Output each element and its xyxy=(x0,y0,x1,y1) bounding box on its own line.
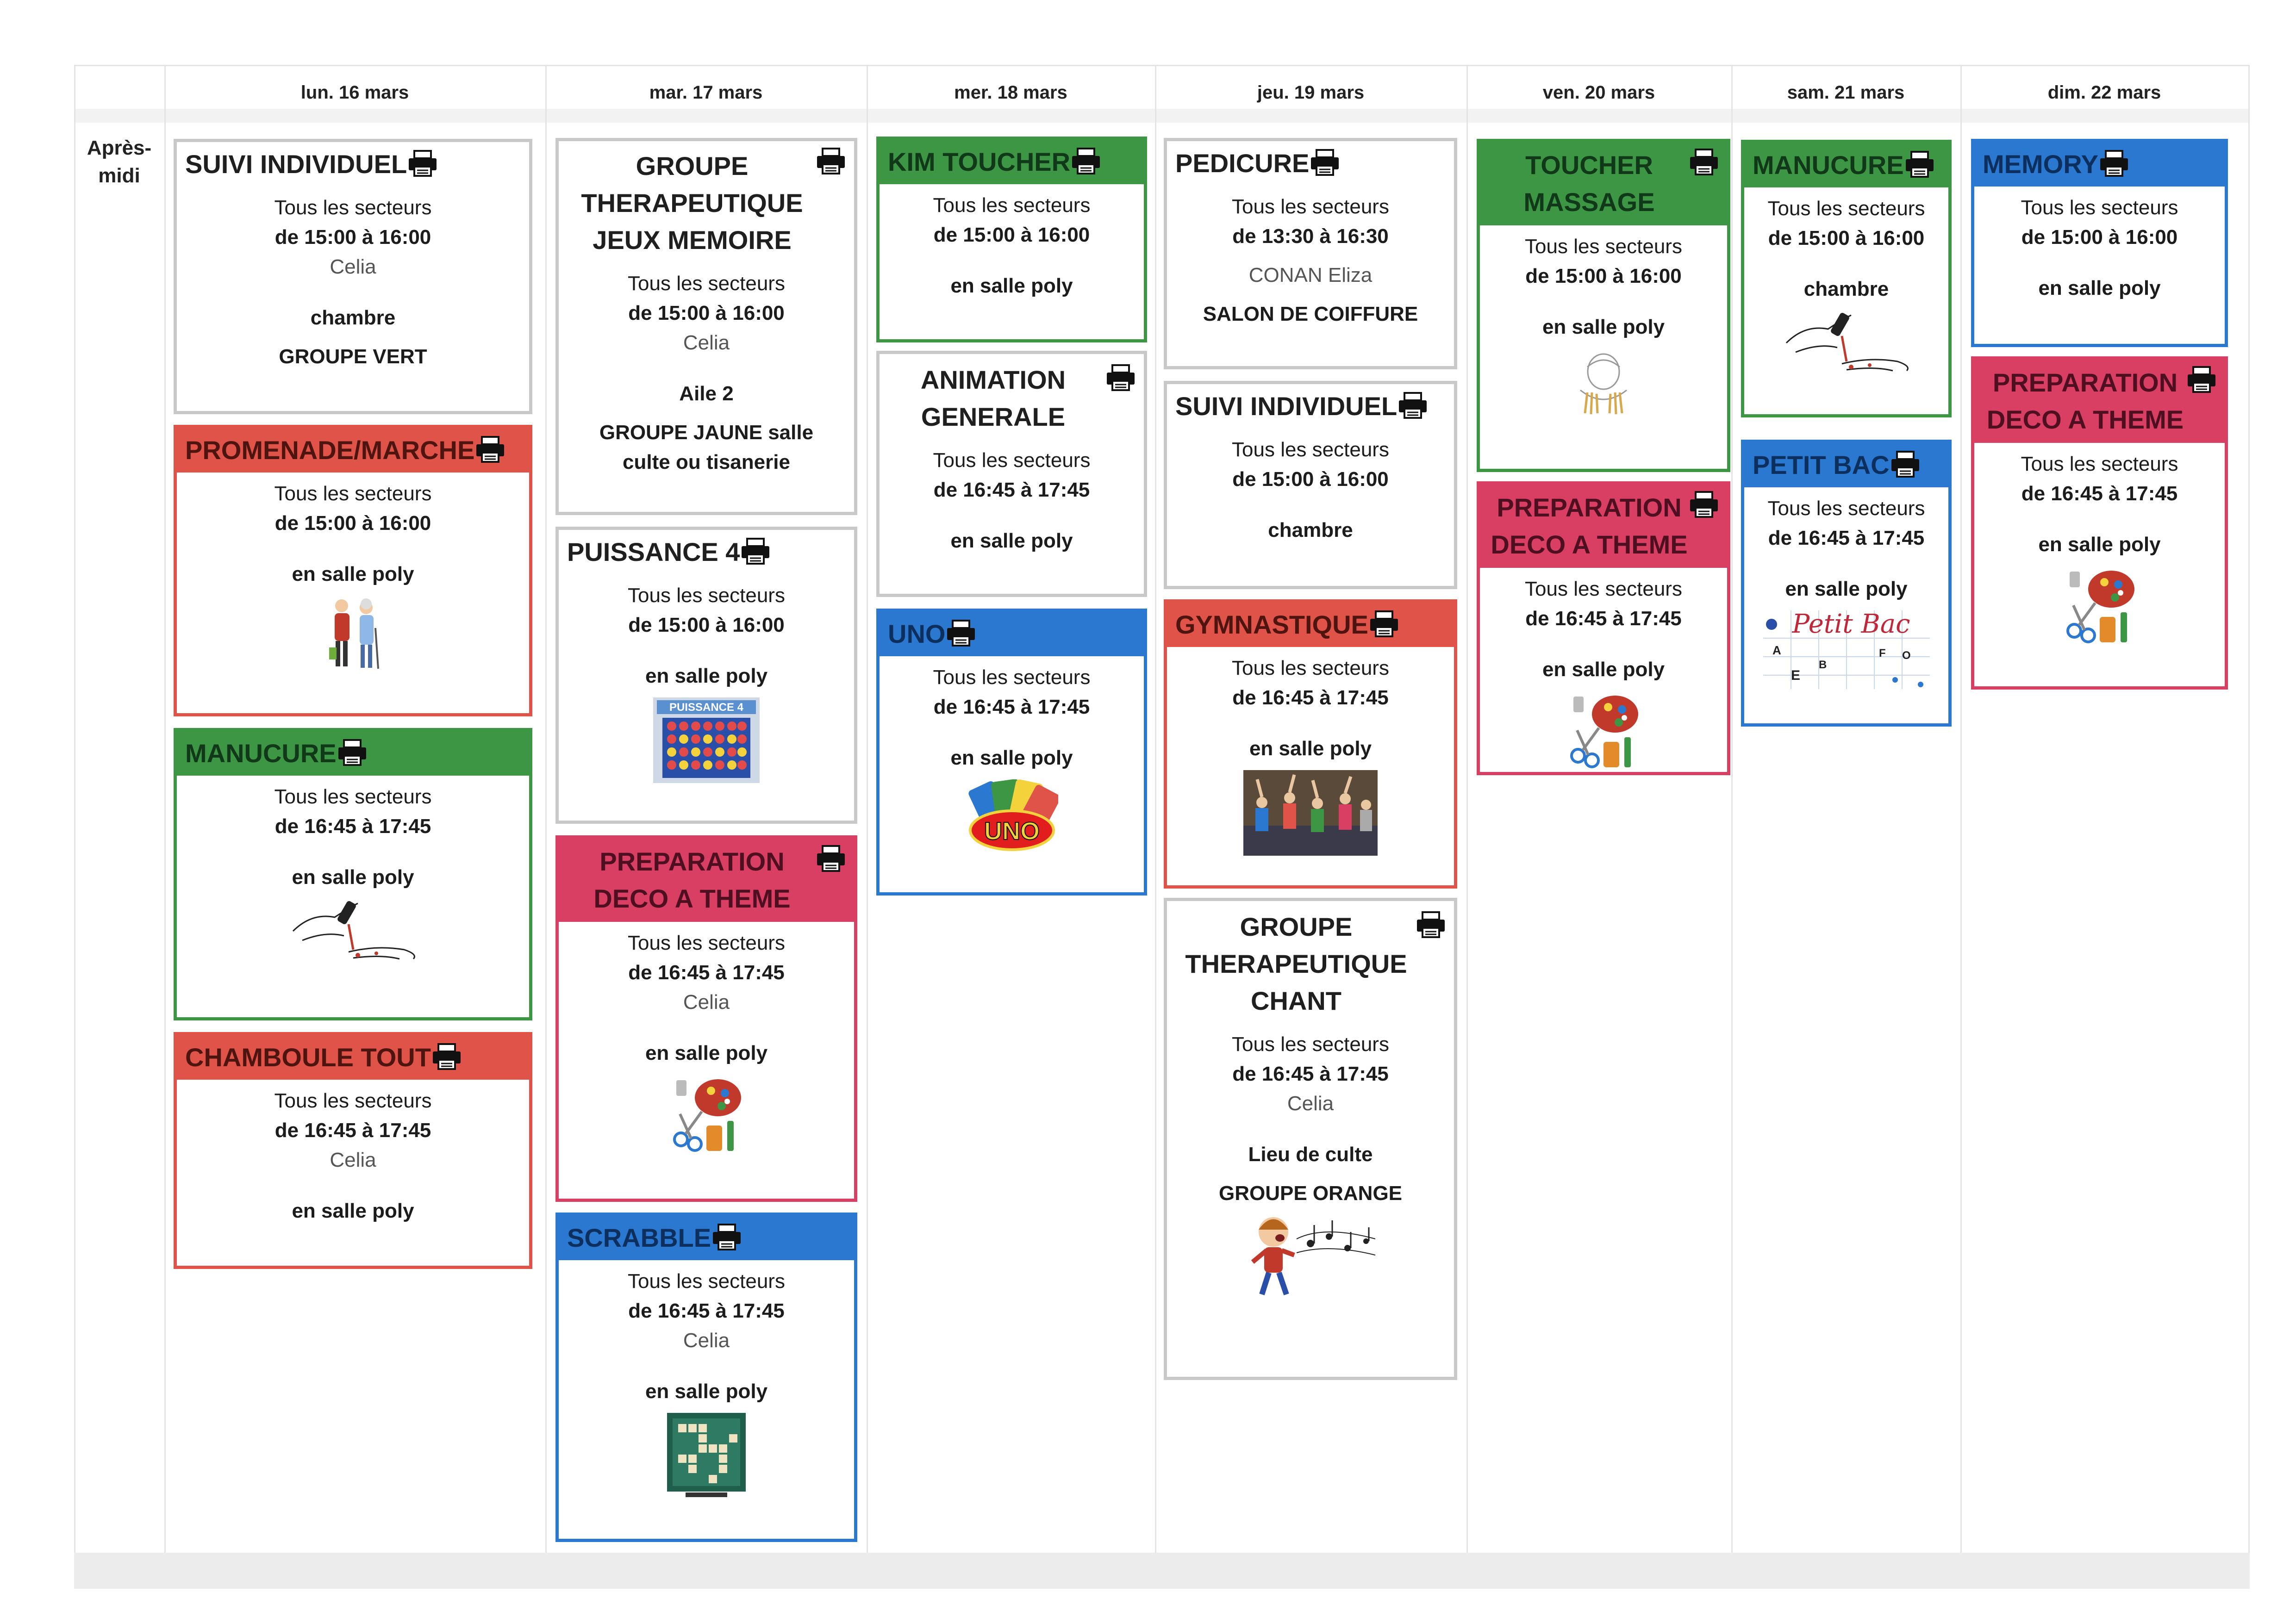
activity-card-animation-generale[interactable] xyxy=(876,351,1147,597)
sectors-text: Tous les secteurs xyxy=(1232,657,1389,679)
animator-name: Celia xyxy=(1287,1092,1334,1115)
activity-card-gymnastique[interactable] xyxy=(1164,599,1457,889)
activity-title xyxy=(1480,485,1727,568)
svg-text:E: E xyxy=(1791,668,1800,683)
gym-class-photo-icon xyxy=(1243,770,1378,856)
time-range: de 15:00 à 16:00 xyxy=(1525,265,1682,287)
activity-title xyxy=(880,354,1144,439)
sectors-text: Tous les secteurs xyxy=(2021,196,2178,219)
day-header: mar. 17 mars xyxy=(649,82,763,103)
sectors-text: Tous les secteurs xyxy=(628,1270,785,1293)
animator-name: Celia xyxy=(330,255,376,278)
activity-card-pedicure[interactable] xyxy=(1164,138,1457,369)
time-range: de 16:45 à 17:45 xyxy=(275,1119,431,1142)
activity-title-text: PETIT BAC xyxy=(1753,450,1890,479)
activity-card-uno[interactable] xyxy=(876,609,1147,895)
sectors-text: Tous les secteurs xyxy=(628,584,785,607)
activity-title-text: PROMENADE/MARCHE xyxy=(185,435,475,465)
printer-icon xyxy=(1071,148,1101,174)
printer-icon xyxy=(946,620,976,647)
grid-line xyxy=(1155,65,1156,1553)
massage-hands-icon xyxy=(1569,348,1638,418)
activity-card-manucure[interactable] xyxy=(174,728,532,1020)
printer-icon xyxy=(816,845,846,872)
nail-polish-hand-icon xyxy=(1777,311,1916,375)
sectors-text: Tous les secteurs xyxy=(1525,235,1682,258)
printer-icon xyxy=(1416,911,1446,938)
time-range: de 16:45 à 17:45 xyxy=(1768,527,1925,549)
activity-card-suivi-individuel[interactable] xyxy=(1164,381,1457,589)
activity-card-promenade[interactable] xyxy=(174,425,532,716)
animator-name: Celia xyxy=(683,991,730,1014)
printer-icon xyxy=(741,538,770,565)
activity-title-text: KIM TOUCHER xyxy=(888,147,1071,176)
period-label: Après-midi xyxy=(87,137,152,187)
location-text: en salle poly xyxy=(1785,578,1908,600)
location-text: en salle poly xyxy=(950,746,1073,769)
activity-card-memory[interactable] xyxy=(1971,139,2228,347)
time-range: de 15:00 à 16:00 xyxy=(2021,226,2178,249)
location-text: chambre xyxy=(310,306,396,329)
activity-title xyxy=(1167,141,1454,186)
location-text: en salle poly xyxy=(292,563,414,585)
activity-title-text: GYMNASTIQUE xyxy=(1175,610,1368,639)
time-range: de 15:00 à 16:00 xyxy=(275,226,431,249)
sectors-text: Tous les secteurs xyxy=(628,272,785,295)
grid-line xyxy=(1960,65,1962,1553)
grid-line xyxy=(1731,65,1733,1553)
activity-title-line: PREPARATION xyxy=(1992,368,2178,397)
sectors-text: Tous les secteurs xyxy=(628,932,785,954)
sectors-text: Tous les secteurs xyxy=(1767,197,1925,220)
scrabble-board-icon xyxy=(667,1413,746,1499)
sectors-text: Tous les secteurs xyxy=(1767,497,1925,520)
printer-icon xyxy=(408,150,437,177)
craft-supplies-icon xyxy=(2060,566,2139,647)
printer-icon xyxy=(1905,151,1934,178)
activity-title-line: DECO A THEME xyxy=(1491,530,1688,559)
svg-text:O: O xyxy=(1902,649,1911,662)
printer-icon xyxy=(1689,491,1719,518)
animator-name: Celia xyxy=(683,1329,730,1352)
time-range: de 15:00 à 16:00 xyxy=(275,512,431,535)
activity-title-text: CHAMBOULE TOUT xyxy=(185,1043,431,1072)
activity-title xyxy=(177,428,529,473)
weekly-schedule xyxy=(74,65,2250,1573)
activity-title-line: GROUPE xyxy=(1240,912,1353,941)
footer-band xyxy=(74,1553,2250,1589)
sectors-text: Tous les secteurs xyxy=(274,785,432,808)
activity-card-groupe-therapeutique-chant[interactable] xyxy=(1164,898,1457,1380)
day-header: jeu. 19 mars xyxy=(1257,82,1365,103)
uno-cards-icon xyxy=(966,779,1058,853)
activity-title xyxy=(559,839,854,922)
location-text: Aile 2 xyxy=(679,382,734,405)
activity-title xyxy=(880,140,1144,184)
svg-text:B: B xyxy=(1818,659,1827,671)
activity-title xyxy=(880,612,1144,656)
printer-icon xyxy=(475,436,505,463)
location-text: en salle poly xyxy=(292,866,414,889)
activity-title xyxy=(1744,143,1948,187)
time-range: de 15:00 à 16:00 xyxy=(1232,468,1389,491)
activity-title xyxy=(559,530,854,574)
sectors-text: Tous les secteurs xyxy=(933,449,1091,472)
grid-line xyxy=(867,65,868,1553)
location-text: en salle poly xyxy=(2038,533,2161,556)
time-range: de 16:45 à 17:45 xyxy=(933,479,1090,501)
activity-card-preparation-deco[interactable] xyxy=(1477,481,1730,775)
sectors-text: Tous les secteurs xyxy=(933,194,1091,217)
activity-title xyxy=(559,1216,854,1260)
time-range: de 16:45 à 17:45 xyxy=(933,696,1090,718)
printer-icon xyxy=(1890,451,1920,478)
printer-icon xyxy=(2187,366,2216,393)
activity-title-line: MASSAGE xyxy=(1523,187,1655,217)
craft-supplies-icon xyxy=(1564,691,1643,772)
activity-title xyxy=(177,731,529,776)
activity-title xyxy=(1744,443,1948,487)
activity-title-line: DECO A THEME xyxy=(1986,405,2184,434)
time-range: de 16:45 à 17:45 xyxy=(1525,607,1682,630)
activity-card-chamboule-tout[interactable] xyxy=(174,1032,532,1269)
location-text: chambre xyxy=(1803,278,1889,300)
location-text: en salle poly xyxy=(645,1042,768,1064)
sectors-text: Tous les secteurs xyxy=(1232,1033,1389,1056)
location-text: Lieu de culte xyxy=(1248,1143,1373,1166)
activity-title xyxy=(559,141,854,262)
activity-title-line: PREPARATION xyxy=(1497,493,1682,522)
time-range: de 15:00 à 16:00 xyxy=(1768,227,1925,249)
activity-title-line: PREPARATION xyxy=(599,847,785,876)
time-range: de 16:45 à 17:45 xyxy=(628,961,785,984)
location-text: en salle poly xyxy=(1542,316,1665,338)
activity-title xyxy=(1167,603,1454,647)
day-header: lun. 16 mars xyxy=(300,82,409,103)
activity-title-line: TOUCHER xyxy=(1525,150,1653,180)
day-header: mer. 18 mars xyxy=(954,82,1067,103)
day-header: ven. 20 mars xyxy=(1542,82,1655,103)
activity-card-kim-toucher[interactable] xyxy=(876,137,1147,342)
time-range: de 16:45 à 17:45 xyxy=(1232,686,1389,709)
grid-line xyxy=(1466,65,1468,1553)
sectors-text: Tous les secteurs xyxy=(274,1089,432,1112)
activity-card-suivi-individuel[interactable] xyxy=(174,139,532,414)
printer-icon xyxy=(1398,392,1428,419)
animator-name: CONAN Eliza xyxy=(1248,264,1373,286)
activity-title-text: MEMORY xyxy=(1983,149,2098,179)
printer-icon xyxy=(432,1043,462,1070)
activity-title xyxy=(177,1035,529,1080)
sectors-text: Tous les secteurs xyxy=(2021,453,2178,475)
activity-title-line: THERAPEUTIQUE xyxy=(581,188,803,218)
time-range: de 16:45 à 17:45 xyxy=(628,1300,785,1322)
group-text-line: culte ou tisanerie xyxy=(623,451,790,473)
location-text: SALON DE COIFFURE xyxy=(1203,303,1418,325)
group-text-line: GROUPE JAUNE salle xyxy=(599,421,814,444)
activity-title-line: JEUX MEMOIRE xyxy=(593,225,792,255)
svg-text:F: F xyxy=(1878,647,1886,659)
sectors-text: Tous les secteurs xyxy=(1525,578,1682,600)
location-text: en salle poly xyxy=(1249,737,1372,760)
activity-title-text: SUIVI INDIVIDUEL xyxy=(185,149,407,179)
sectors-text: Tous les secteurs xyxy=(1232,195,1389,218)
activity-title xyxy=(1167,384,1454,429)
time-range: de 16:45 à 17:45 xyxy=(275,815,431,838)
activity-title-text: PEDICURE xyxy=(1175,149,1310,178)
activity-title-text: SUIVI INDIVIDUEL xyxy=(1175,392,1398,421)
activity-card-preparation-deco[interactable] xyxy=(1971,356,2228,690)
grid-line xyxy=(2248,65,2250,1553)
location-text: en salle poly xyxy=(292,1200,414,1222)
day-header: sam. 21 mars xyxy=(1787,82,1905,103)
svg-text:A: A xyxy=(1772,643,1781,657)
grid-line xyxy=(545,65,547,1553)
activity-title xyxy=(177,142,529,187)
group-text: GROUPE ORANGE xyxy=(1218,1182,1403,1205)
printer-icon xyxy=(1310,149,1340,176)
location-text: en salle poly xyxy=(2038,277,2161,299)
printer-icon xyxy=(1106,364,1136,391)
activity-card-scrabble[interactable] xyxy=(555,1213,857,1542)
activity-title-text: MANUCURE xyxy=(185,739,337,768)
printer-icon xyxy=(2099,150,2129,177)
time-range: de 15:00 à 16:00 xyxy=(628,614,785,636)
activity-title xyxy=(1974,142,2225,187)
sectors-text: Tous les secteurs xyxy=(933,666,1091,689)
location-text: en salle poly xyxy=(950,529,1073,552)
time-range: de 15:00 à 16:00 xyxy=(628,302,785,324)
activity-card-manucure[interactable] xyxy=(1741,140,1952,417)
activity-title xyxy=(1974,360,2225,443)
connect-four-label: PUISSANCE 4 xyxy=(669,701,744,714)
day-header: dim. 22 mars xyxy=(2047,82,2161,103)
activity-card-toucher-massage[interactable] xyxy=(1477,139,1730,472)
location-text: en salle poly xyxy=(950,274,1073,297)
activity-title-line: GENERALE xyxy=(921,402,1066,431)
animator-name: Celia xyxy=(330,1149,376,1171)
walking-couple-icon xyxy=(321,596,386,674)
nail-polish-hand-icon xyxy=(284,899,423,964)
uno-logo-text: UNO xyxy=(984,817,1040,845)
activity-card-groupe-therapeutique-jeux[interactable] xyxy=(555,138,857,515)
printer-icon xyxy=(337,739,367,766)
printer-icon xyxy=(1689,149,1719,175)
time-range: de 16:45 à 17:45 xyxy=(2021,482,2178,505)
petit-bac-grid-icon xyxy=(1763,610,1930,689)
activity-title-line: DECO A THEME xyxy=(593,884,791,913)
petit-bac-logo-text: Petit Bac xyxy=(1792,610,1910,639)
group-text xyxy=(564,418,849,477)
time-range: de 16:45 à 17:45 xyxy=(1232,1063,1389,1085)
activity-title-text: MANUCURE xyxy=(1753,150,1904,180)
sectors-text: Tous les secteurs xyxy=(1232,438,1389,461)
grid-line xyxy=(164,65,166,1553)
printer-icon xyxy=(712,1224,742,1250)
activity-card-puissance-4[interactable] xyxy=(555,527,857,824)
activity-title-line: THERAPEUTIQUE xyxy=(1185,949,1407,978)
activity-title-line: ANIMATION xyxy=(920,365,1066,394)
activity-title-text: UNO xyxy=(888,619,946,648)
sectors-text: Tous les secteurs xyxy=(274,196,432,219)
time-range: de 13:30 à 16:30 xyxy=(1232,225,1389,248)
printer-icon xyxy=(1369,610,1399,637)
activity-title xyxy=(1167,901,1454,1023)
grid-line xyxy=(74,65,2250,66)
activity-title-line: GROUPE xyxy=(636,151,749,180)
location-text: en salle poly xyxy=(1542,658,1665,681)
location-text: chambre xyxy=(1268,519,1353,541)
grid-line xyxy=(74,65,75,1553)
sectors-text: Tous les secteurs xyxy=(274,482,432,505)
location-text: en salle poly xyxy=(645,665,768,687)
activity-card-petit-bac[interactable] xyxy=(1741,440,1952,727)
activity-title xyxy=(1480,142,1727,225)
group-text: GROUPE VERT xyxy=(279,345,427,368)
singing-boy-icon xyxy=(1241,1211,1380,1299)
time-range: de 15:00 à 16:00 xyxy=(933,224,1090,246)
activity-title-text: PUISSANCE 4 xyxy=(567,537,740,566)
activity-card-preparation-deco[interactable] xyxy=(555,835,857,1202)
printer-icon xyxy=(816,148,846,174)
activity-title-line: CHANT xyxy=(1251,986,1341,1015)
connect-four-board-icon xyxy=(653,697,760,783)
location-text: en salle poly xyxy=(645,1380,768,1403)
animator-name: Celia xyxy=(683,331,730,354)
activity-title-text: SCRABBLE xyxy=(567,1223,711,1252)
craft-supplies-icon xyxy=(667,1075,746,1156)
